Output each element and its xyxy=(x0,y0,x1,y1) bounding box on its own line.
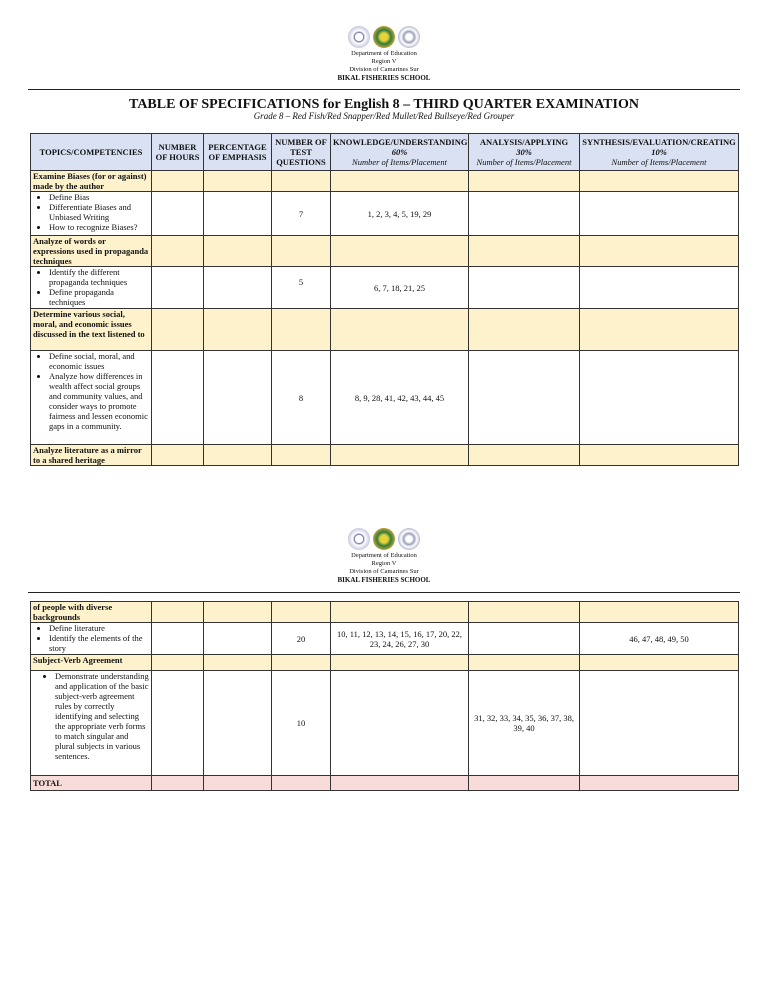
knowledge-items: 10, 11, 12, 13, 14, 15, 16, 17, 20, 22, 23, 24, 26, 27, 30 xyxy=(331,623,469,655)
deped-seal-icon xyxy=(348,528,370,550)
topic-title: of people with diverse backgrounds xyxy=(31,602,152,623)
region-seal-icon xyxy=(373,26,395,48)
competency-list xyxy=(31,267,152,309)
competency-row xyxy=(31,671,739,776)
header-divider xyxy=(28,89,740,90)
col-synthesis-label: SYNTHESIS/EVALUATION/CREATING xyxy=(582,137,736,147)
analysis-items: 31, 32, 33, 34, 35, 36, 37, 38, 39, 40 xyxy=(469,671,580,776)
topic-title: Analyze literature as a mirror to a shared heritage xyxy=(31,445,152,466)
col-knowledge xyxy=(331,134,469,171)
col-synthesis-pct: 10% xyxy=(651,147,667,157)
knowledge-items: 1, 2, 3, 4, 5, 19, 29 xyxy=(331,192,469,236)
letterhead-line: Division of Camarines Sur xyxy=(349,568,419,575)
topic-row xyxy=(31,309,739,351)
list-item: • Identify the elements of the story xyxy=(49,633,149,653)
col-analysis-sub: Number of Items/Placement xyxy=(476,157,572,167)
topic-row xyxy=(31,171,739,192)
topic-row xyxy=(31,602,739,623)
col-knowledge-label: KNOWLEDGE/UNDERSTANDING xyxy=(333,137,468,147)
letterhead-line: Department of Education xyxy=(351,552,417,559)
list-item: • Demonstrate understanding and application of the basic subject-verb agreement rules by correctly identifying and selecting the appropriate verb forms to match singular and plural subjects in various sentences. xyxy=(55,671,149,761)
list-item: • Define propaganda techniques xyxy=(49,287,149,307)
list-item: • Analyze how differences in wealth affect social groups and community values, and consider ways to promote fairness and lessen economic gaps in a community. xyxy=(49,371,149,431)
col-emphasis: PERCENTAGE OF EMPHASIS xyxy=(204,134,272,171)
test-question-count: 7 xyxy=(272,192,331,236)
letterhead-school: BIKAL FISHERIES SCHOOL xyxy=(337,74,431,82)
logo-row xyxy=(0,528,768,552)
topic-title: Determine various social, moral, and economic issues discussed in the text listened to xyxy=(31,309,152,351)
total-row xyxy=(31,776,739,791)
page-subtitle: Grade 8 – Red Fish/Red Snapper/Red Mullet/Red Bullseye/Red Grouper xyxy=(253,111,515,121)
test-question-count: 20 xyxy=(272,623,331,655)
page2-letterhead xyxy=(0,528,768,584)
topic-row xyxy=(31,655,739,671)
letterhead-line: Region V xyxy=(371,58,397,65)
col-knowledge-pct: 60% xyxy=(391,147,408,157)
topic-title: Analyze of words or expressions used in propaganda techniques xyxy=(31,236,152,267)
competency-row xyxy=(31,351,739,445)
col-knowledge-sub: Number of Items/Placement xyxy=(352,157,447,167)
page-title: TABLE OF SPECIFICATIONS for English 8 – THIRD QUARTER EXAMINATION xyxy=(129,97,639,112)
school-seal-icon xyxy=(398,528,420,550)
col-analysis xyxy=(469,134,580,171)
table-header-row xyxy=(31,134,739,171)
test-question-count: 5 xyxy=(272,267,331,309)
list-item: • Identify the different propaganda techniques xyxy=(49,267,149,287)
col-synthesis xyxy=(580,134,739,171)
topic-title: Subject-Verb Agreement xyxy=(31,655,152,671)
competency-row xyxy=(31,623,739,655)
spec-table-page2 xyxy=(30,601,739,791)
deped-seal-icon xyxy=(348,26,370,48)
competency-list xyxy=(31,351,152,445)
competency-row xyxy=(31,192,739,236)
list-item: • Differentiate Biases and Unbiased Writing xyxy=(49,202,149,222)
page1-letterhead xyxy=(0,26,768,82)
logo-row xyxy=(0,26,768,50)
col-hours: NUMBER OF HOURS xyxy=(152,134,204,171)
knowledge-items: 8, 9, 28, 41, 42, 43, 44, 45 xyxy=(331,351,469,445)
topic-row xyxy=(31,236,739,267)
spec-table-page1 xyxy=(30,133,739,466)
competency-list xyxy=(31,671,152,776)
col-questions: NUMBER OF TEST QUESTIONS xyxy=(272,134,331,171)
letterhead-school: BIKAL FISHERIES SCHOOL xyxy=(337,576,431,584)
list-item: • Define Bias xyxy=(49,192,149,202)
list-item: • Define literature xyxy=(49,623,149,633)
col-analysis-pct: 30% xyxy=(516,147,532,157)
header-divider xyxy=(28,592,740,593)
letterhead-line: Department of Education xyxy=(351,50,417,57)
competency-list xyxy=(31,192,152,236)
region-seal-icon xyxy=(373,528,395,550)
topic-row xyxy=(31,445,739,466)
competency-row xyxy=(31,267,739,309)
synthesis-items: 46, 47, 48, 49, 50 xyxy=(580,623,739,655)
total-label: TOTAL xyxy=(31,776,152,791)
school-seal-icon xyxy=(398,26,420,48)
col-synthesis-sub: Number of Items/Placement xyxy=(611,157,707,167)
test-question-count: 10 xyxy=(272,671,331,776)
letterhead-line: Region V xyxy=(371,560,397,567)
test-question-count: 8 xyxy=(272,351,331,445)
competency-list xyxy=(31,623,152,655)
col-analysis-label: ANALYSIS/APPLYING xyxy=(479,137,569,147)
topic-title: Examine Biases (for or against) made by the author xyxy=(31,171,152,192)
list-item: • How to recognize Biases? xyxy=(49,222,149,232)
knowledge-items: 6, 7, 18, 21, 25 xyxy=(331,267,469,309)
col-topics: TOPICS/COMPETENCIES xyxy=(31,134,152,171)
letterhead-line: Division of Camarines Sur xyxy=(349,66,419,73)
list-item: • Define social, moral, and economic issues xyxy=(49,351,149,371)
